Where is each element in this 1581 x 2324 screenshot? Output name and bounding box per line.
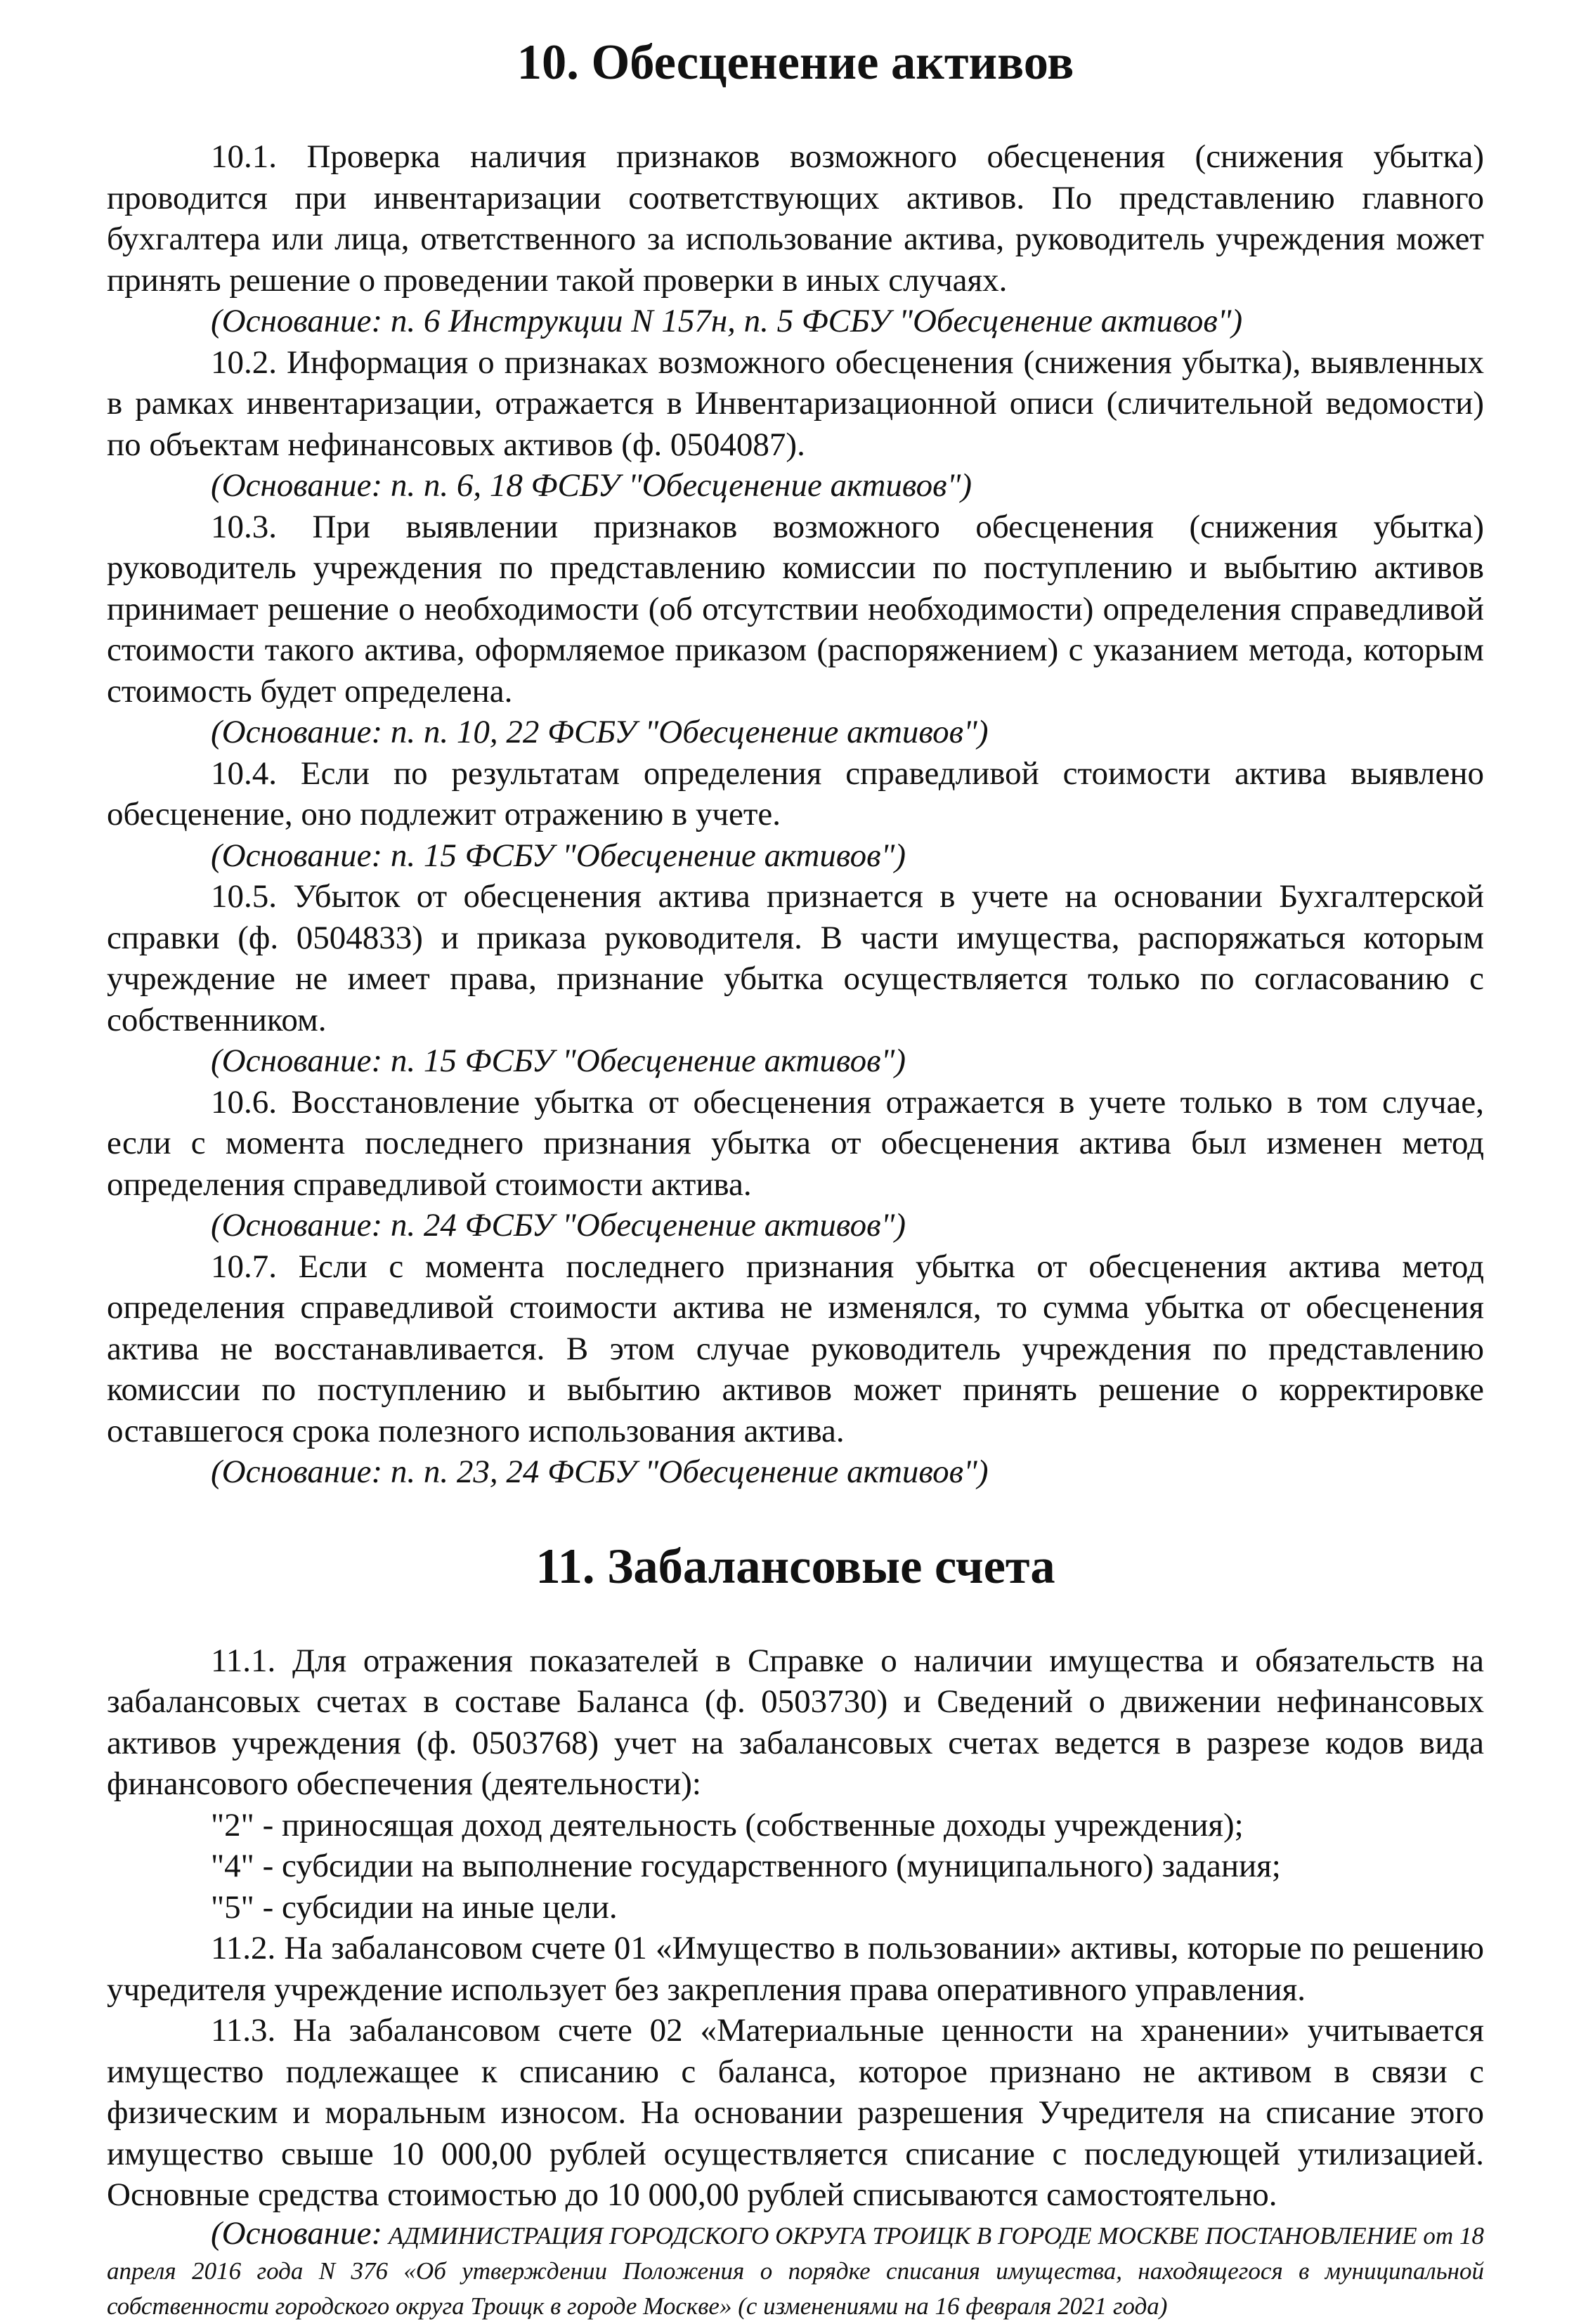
paragraph-10-1: 10.1. Проверка наличия признаков возможного обесценения (снижения убытка) проводится при инвентаризации соответствующих активов. По представлению главного бухгалтера или лица, ответственного за использование актива, руководитель учреждения может принять решение о проведении такой проверки в иных случаях. xyxy=(107,138,1484,299)
basis-10-2: (Основание: п. п. 6, 18 ФСБУ "Обесценение активов") xyxy=(211,467,972,504)
basis-10-7: (Основание: п. п. 23, 24 ФСБУ "Обесценение активов") xyxy=(211,1454,989,1490)
paragraph-10-4: 10.4. Если по результатам определения справедливой стоимости актива выявлено обесценение, оно подлежит отражению в учете. xyxy=(107,755,1484,833)
basis-10-4: (Основание: п. 15 ФСБУ "Обесценение активов") xyxy=(211,837,906,874)
paragraph-11-2: 11.2. На забалансовом счете 01 «Имущество в пользовании» активы, которые по решению учредителя учреждение использует без закрепления права оперативного управления. xyxy=(107,1930,1484,2008)
paragraph-10-6: 10.6. Восстановление убытка от обесценения отражается в учете только в том случае, если с момента последнего признания убытка от обесценения актива был изменен метод определения справедливой стоимости актива. xyxy=(107,1083,1484,1203)
basis-lead: (Основание: xyxy=(211,2214,383,2252)
basis-10-3: (Основание: п. п. 10, 22 ФСБУ "Обесценение активов") xyxy=(211,714,989,750)
basis-10-1: (Основание: п. 6 Инструкции N 157н, п. 5 ФСБУ "Обесценение активов") xyxy=(211,303,1243,339)
basis-text: АДМИНИСТРАЦИЯ ГОРОДСКОГО ОКРУГА ТРОИЦК В ГОРОДЕ МОСКВЕ ПОСТАНОВЛЕНИЕ от 18 апреля 2016 года N 376 «Об утверждении Положения о порядке списания имущества, находящегося в муниципальной собственности городского округа Троицк в городе Москве» (с изменениями на 16 февраля 2021 года) xyxy=(107,2221,1484,2320)
section-10-title: 10. Обесценение активов xyxy=(516,35,1074,90)
code-item-2: "2" - приносящая доход деятельность (собственные доходы учреждения); xyxy=(211,1806,1244,1843)
section-11-title: 11. Забалансовые счета xyxy=(535,1539,1055,1594)
paragraph-11-1: 11.1. Для отражения показателей в Справке о наличии имущества и обязательств на забалансовых счетах в составе Баланса (ф. 0503730) и Сведений о движении нефинансовых активов учреждения (ф. 0503768) учет на забалансовых счетах ведется в разрезе кодов вида финансового обеспечения (деятельности): xyxy=(107,1642,1484,1802)
paragraph-10-5: 10.5. Убыток от обесценения актива признается в учете на основании Бухгалтерской справки (ф. 0504833) и приказа руководителя. В части имущества, распоряжаться которым учреждение не имеет права, признание убытка осуществляется только по согласованию с собственником. xyxy=(107,878,1484,1038)
paragraph-10-7: 10.7. Если с момента последнего признания убытка от обесценения актива метод определения справедливой стоимости актива не изменялся, то сумма убытка от обесценения актива не восстанавливается. В этом случае руководитель учреждения по представлению комиссии по поступлению и выбытию активов может принять решение о корректировке оставшегося срока полезного использования актива. xyxy=(107,1248,1484,1449)
document-page xyxy=(107,35,1484,2324)
basis-11-3 xyxy=(107,2216,1484,2324)
basis-10-5: (Основание: п. 15 ФСБУ "Обесценение активов") xyxy=(211,1043,906,1079)
paragraph-10-3: 10.3. При выявлении признаков возможного обесценения (снижения убытка) руководитель учреждения по представлению комиссии по поступлению и выбытию активов принимает решение о необходимости (об отсутствии необходимости) определения справедливой стоимости такого актива, оформляемое приказом (распоряжением) с указанием метода, которым стоимость будет определена. xyxy=(107,508,1484,710)
paragraph-11-3: 11.3. На забалансовом счете 02 «Материальные ценности на хранении» учитывается имущество подлежащее к списанию с баланса, которое признано не активом в связи с физическим и моральным износом. На основании разрешения Учредителя на списание этого имущество свыше 10 000,00 рублей осуществляется списание с последующей утилизацией. Основные средства стоимостью до 10 000,00 рублей списываются самостоятельно. xyxy=(107,2012,1484,2213)
code-item-5: "5" - субсидии на иные цели. xyxy=(211,1888,618,1926)
paragraph-10-2: 10.2. Информация о признаках возможного обесценения (снижения убытка), выявленных в рамках инвентаризации, отражается в Инвентаризационной описи (сличительной ведомости) по объектам нефинансовых активов (ф. 0504087). xyxy=(107,344,1484,463)
basis-10-6: (Основание: п. 24 ФСБУ "Обесценение активов") xyxy=(211,1207,906,1243)
code-item-4: "4" - субсидии на выполнение государственного (муниципального) задания; xyxy=(211,1848,1281,1884)
